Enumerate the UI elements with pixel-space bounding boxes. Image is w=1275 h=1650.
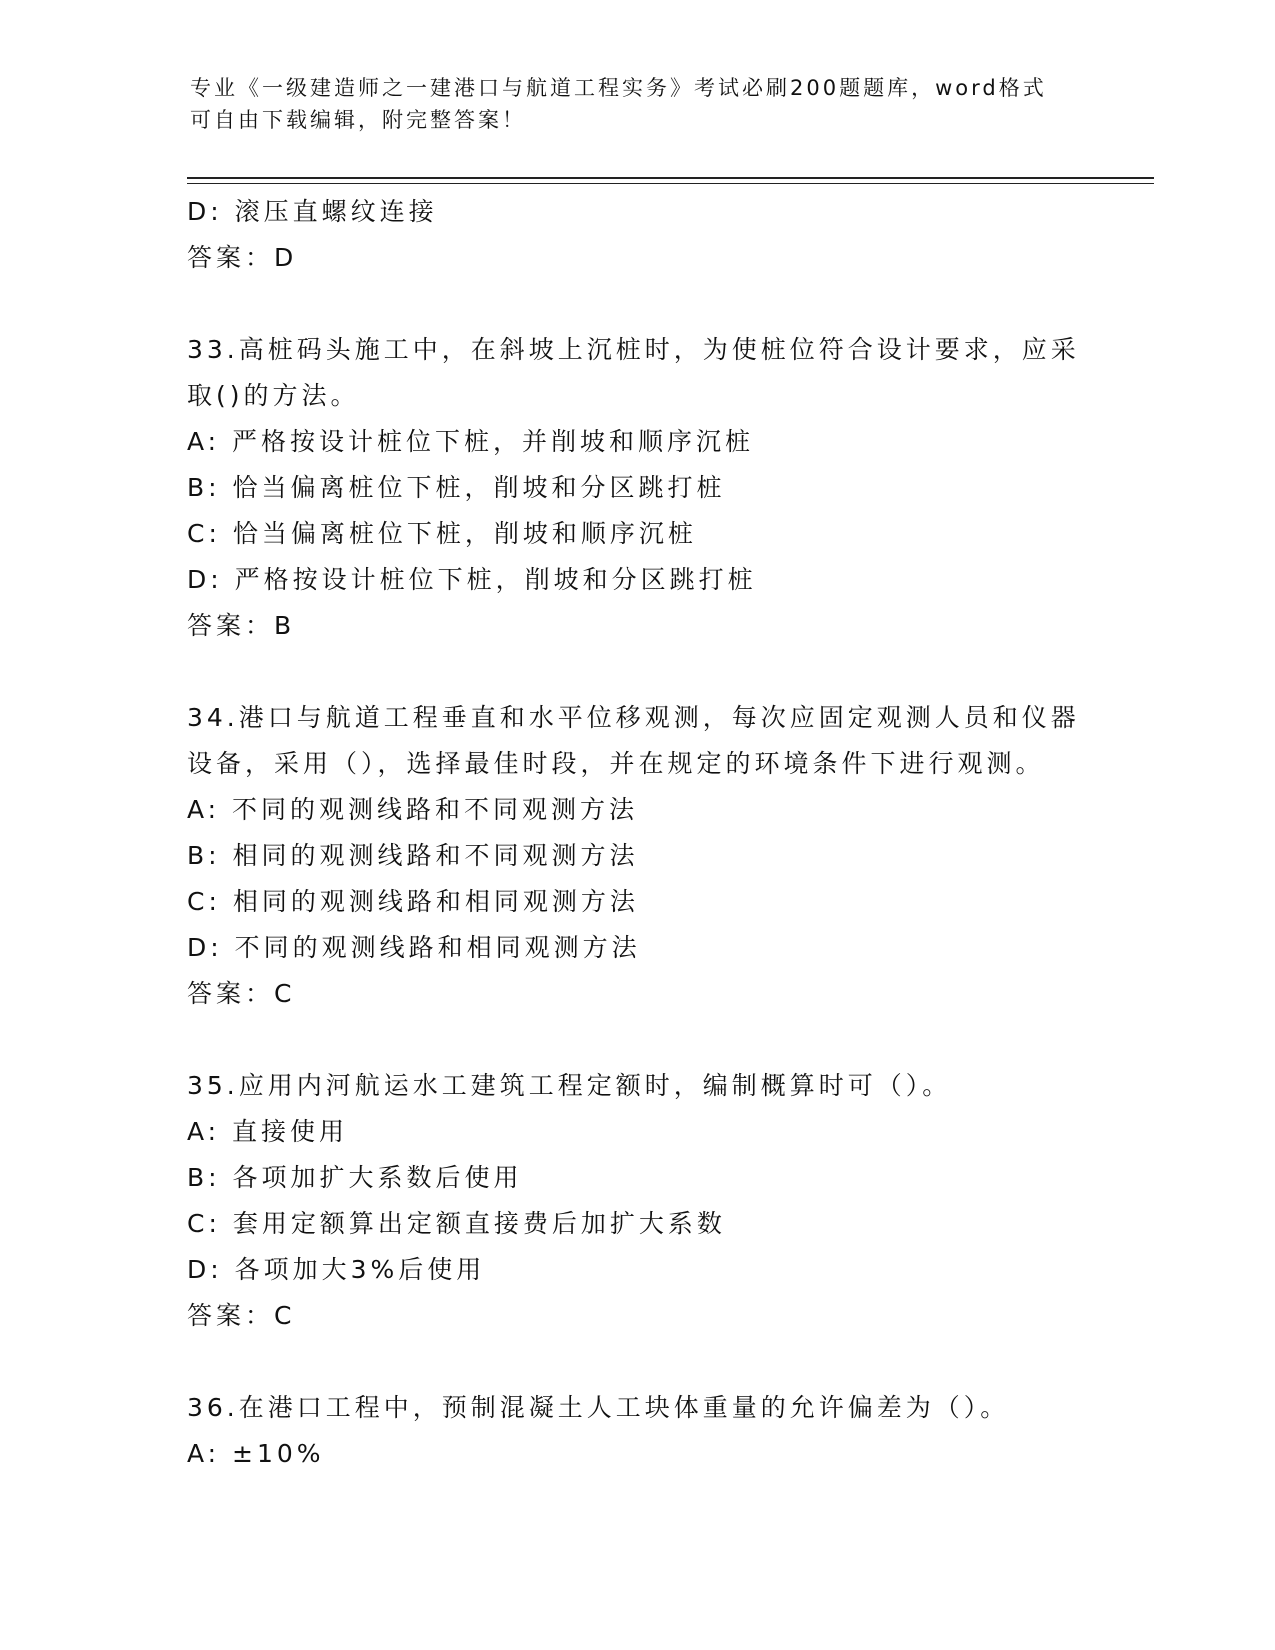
option-c: C: 套用定额算出定额直接费后加扩大系数: [187, 1209, 726, 1238]
answer: 答案：B: [187, 611, 296, 640]
answer: 答案：D: [187, 243, 298, 272]
question-35: [187, 1063, 1087, 1339]
option-a: A: 直接使用: [187, 1117, 349, 1146]
document-header: [190, 72, 1090, 136]
option-b: B: 各项加扩大系数后使用: [187, 1163, 523, 1192]
answer: 答案：C: [187, 1301, 296, 1330]
header-rule-thin: [187, 183, 1154, 184]
header-rule-thick: [187, 177, 1154, 179]
option-a: A: 不同的观测线路和不同观测方法: [187, 795, 639, 824]
option-d: D: 不同的观测线路和相同观测方法: [187, 933, 641, 962]
option-b: B: 恰当偏离桩位下桩，削坡和分区跳打桩: [187, 473, 726, 502]
option-c: C: 相同的观测线路和相同观测方法: [187, 887, 639, 916]
option-d: D: 各项加大3%后使用: [187, 1255, 486, 1284]
question-stem: 33.高桩码头施工中，在斜坡上沉桩时，为使桩位符合设计要求，应采: [187, 335, 1080, 364]
question-stem: 34.港口与航道工程垂直和水平位移观测，每次应固定观测人员和仪器: [187, 703, 1080, 732]
question-33: [187, 327, 1087, 649]
option-c: C: 恰当偏离桩位下桩，削坡和顺序沉桩: [187, 519, 697, 548]
option-a: A: ±10%: [187, 1439, 325, 1468]
option-a: A: 严格按设计桩位下桩，并削坡和顺序沉桩: [187, 427, 755, 456]
header-line-1: 专业《一级建造师之一建港口与航道工程实务》考试必刷200题题库，word格式: [190, 76, 1047, 100]
option-b: B: 相同的观测线路和不同观测方法: [187, 841, 639, 870]
option-d: D: 滚压直螺纹连接: [187, 197, 438, 226]
answer: 答案：C: [187, 979, 296, 1008]
question-34: [187, 695, 1087, 1017]
option-d: D: 严格按设计桩位下桩，削坡和分区跳打桩: [187, 565, 757, 594]
question-stem: 设备，采用（），选择最佳时段，并在规定的环境条件下进行观测。: [187, 749, 1045, 778]
question-stem: 35.应用内河航运水工建筑工程定额时，编制概算时可（）。: [187, 1071, 952, 1100]
header-line-2: 可自由下载编辑，附完整答案！: [190, 108, 526, 132]
question-stem: 取()的方法。: [187, 381, 360, 410]
question-36: [187, 1385, 1087, 1477]
question-stem: 36.在港口工程中，预制混凝土人工块体重量的允许偏差为（）。: [187, 1393, 1010, 1422]
question-list: [187, 189, 1087, 1477]
